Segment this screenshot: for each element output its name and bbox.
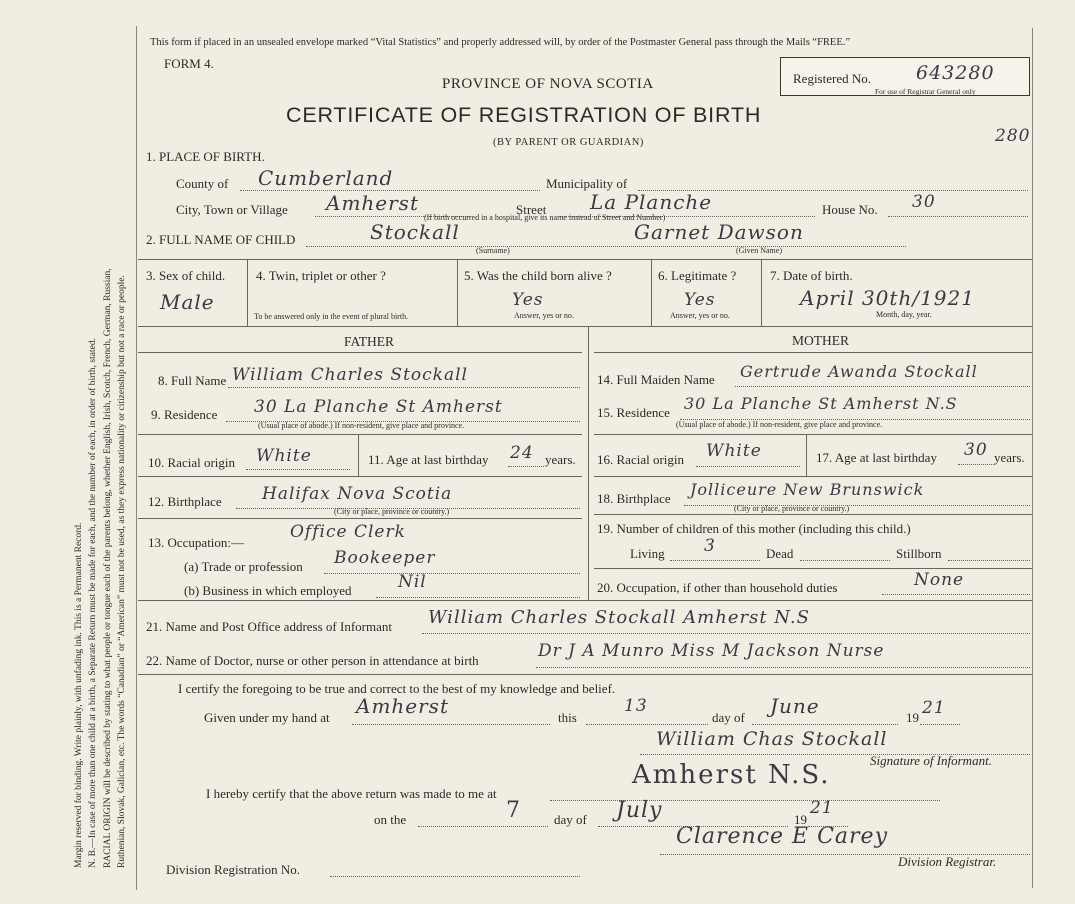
city-value: Amherst (326, 191, 419, 215)
father-birthplace-label: 12. Birthplace (148, 494, 222, 509)
informant-value: William Charles Stockall Amherst N.S (428, 607, 810, 628)
living-value: 3 (704, 536, 716, 556)
born-alive-label: 5. Was the child born alive ? (464, 268, 612, 283)
mother-birthplace-label: 18. Birthplace (597, 491, 671, 506)
certify-statement: I certify the foregoing to be true and correct to the best of my knowledge and belief. (178, 681, 616, 696)
mother-residence-label: 15. Residence (597, 405, 670, 420)
mother-occupation-value: None (914, 570, 965, 590)
father-age-unit: years. (545, 452, 576, 467)
father-age-label: 11. Age at last birthday (368, 452, 489, 467)
registered-number: 643280 (916, 62, 995, 84)
child-given-value: Garnet Dawson (634, 220, 804, 244)
registrar-month-value: July (616, 798, 663, 823)
form-number: FORM 4. (164, 56, 214, 71)
surname-note: (Surname) (476, 246, 510, 255)
municipality-label: Municipality of (546, 176, 628, 191)
given-day-value: 13 (624, 696, 648, 716)
place-of-birth-heading: 1. PLACE OF BIRTH. (146, 149, 265, 164)
father-residence-value: 30 La Planche St Amherst (254, 397, 503, 417)
registrar-year-value: 21 (810, 798, 834, 818)
father-occupation-value: Office Clerk (290, 522, 406, 542)
mother-birthplace-note: (City or place, province or country.) (734, 504, 850, 513)
mother-name-value: Gertrude Awanda Stockall (740, 362, 978, 381)
mother-occupation-label: 20. Occupation, if other than household duties (597, 580, 838, 595)
born-alive-note: Answer, yes or no. (514, 311, 574, 320)
father-business-value: Nil (398, 572, 427, 592)
father-heading: FATHER (344, 334, 395, 349)
street-label: Street (516, 202, 547, 217)
registration-box (780, 57, 1030, 96)
mother-age-unit: years. (994, 450, 1025, 465)
doctor-value: Dr J A Munro Miss M Jackson Nurse (538, 641, 885, 661)
hospital-note: (If birth occurred in a hospital, give its name instead of Street and Number) (424, 213, 666, 222)
twin-label: 4. Twin, triplet or other ? (256, 268, 386, 283)
mother-residence-note: (Usual place of abode.) If non-resident, give place and province. (676, 420, 883, 429)
certificate-title: CERTIFICATE OF REGISTRATION OF BIRTH (286, 103, 762, 127)
frame-right (1032, 28, 1033, 888)
province-heading: PROVINCE OF NOVA SCOTIA (442, 76, 654, 92)
city-label: City, Town or Village (176, 202, 288, 217)
father-trade-label: (a) Trade or profession (184, 559, 303, 574)
dead-label: Dead (766, 546, 794, 561)
certificate-subtitle: (BY PARENT OR GUARDIAN) (493, 137, 644, 148)
child-name-label: 2. FULL NAME OF CHILD (146, 232, 296, 247)
legitimate-note: Answer, yes or no. (670, 311, 730, 320)
margin-note-nationality: Ruthenian, Slovak, Galician, etc. The words “Canadian” or “American” must not be used, as they express nationality or citizenship but not a race or people. (117, 275, 127, 868)
born-alive-value: Yes (512, 290, 544, 310)
margin-note-multiple-births: N. B.—In case of more than one child at a birth, a Separate Return must be made for each, and the number of each, in order of birth, stated. (88, 338, 98, 868)
informant-signature-caption: Signature of Informant. (870, 753, 992, 768)
father-name-label: 8. Full Name (158, 373, 227, 388)
given-month-value: June (770, 694, 820, 718)
legitimate-value: Yes (684, 290, 716, 310)
mother-heading: MOTHER (792, 333, 849, 348)
father-birthplace-value: Halifax Nova Scotia (262, 484, 453, 504)
father-age-value: 24 (510, 443, 534, 463)
margin-note-racial-origin: RACIAL ORIGIN will be described by stating to what people or tongue each of the parents belong, whether English, Irish, Scotch, French, German, Russian, (103, 268, 113, 868)
street-value: La Planche (590, 190, 713, 214)
mother-residence-value: 30 La Planche St Amherst N.S (684, 394, 958, 413)
house-label: House No. (822, 202, 878, 217)
informant-label: 21. Name and Post Office address of Informant (146, 619, 392, 634)
legitimate-label: 6. Legitimate ? (658, 268, 737, 283)
living-label: Living (630, 546, 665, 561)
registrar-day-of-label: day of (554, 812, 587, 827)
mother-name-label: 14. Full Maiden Name (597, 372, 715, 387)
father-birthplace-note: (City or place, province or country.) (334, 507, 450, 516)
twin-note: To be answered only in the event of plural birth. (254, 312, 409, 321)
house-value: 30 (912, 192, 936, 212)
dob-value: April 30th/1921 (800, 286, 975, 310)
doctor-label: 22. Name of Doctor, nurse or other person in attendance at birth (146, 653, 479, 668)
registrar-year-prefix: 19 (794, 812, 807, 827)
registrar-signature: Clarence E Carey (676, 824, 888, 849)
this-label: this (558, 710, 577, 725)
registrar-day-value: 7 (506, 798, 521, 823)
stillborn-label: Stillborn (896, 546, 942, 561)
mother-racial-value: White (706, 441, 762, 461)
father-residence-label: 9. Residence (151, 407, 218, 422)
corner-mark: 280 (995, 126, 1031, 146)
mother-age-label: 17. Age at last birthday (816, 450, 937, 465)
mother-children-label: 19. Number of children of this mother (including this child.) (597, 521, 911, 536)
informant-signature: William Chas Stockall (656, 728, 888, 750)
registrar-place-value: Amherst N.S. (632, 760, 831, 790)
child-surname-value: Stockall (370, 220, 460, 244)
registrar-note: For use of Registrar General only (875, 87, 976, 96)
mother-birthplace-value: Jolliceure New Brunswick (690, 480, 925, 499)
division-registration-label: Division Registration No. (166, 862, 300, 877)
mother-racial-label: 16. Racial origin (597, 452, 685, 467)
sex-label: 3. Sex of child. (146, 268, 226, 283)
county-value: Cumberland (258, 166, 394, 190)
registrar-statement: I hereby certify that the above return was made to me at (206, 786, 497, 801)
registrar-signature-caption: Division Registrar. (898, 854, 997, 869)
given-year-prefix: 19 (906, 710, 919, 725)
sex-value: Male (160, 290, 215, 314)
mother-age-value: 30 (964, 440, 988, 460)
margin-divider (136, 26, 137, 890)
registered-label: Registered No. (793, 71, 871, 86)
father-racial-value: White (256, 446, 312, 466)
dob-note: Month, day, year. (876, 310, 932, 319)
postal-notice: This form if placed in an unsealed envelope marked “Vital Statistics” and properly addressed will, by order of the Postmaster General pass through the Mails “FREE.” (150, 37, 851, 48)
father-occupation-label: 13. Occupation:— (148, 535, 245, 550)
dob-label: 7. Date of birth. (770, 268, 853, 283)
given-year-value: 21 (922, 698, 946, 718)
father-name-value: William Charles Stockall (232, 365, 468, 385)
father-business-label: (b) Business in which employed (184, 583, 352, 598)
given-under-label: Given under my hand at (204, 710, 330, 725)
given-name-note: (Given Name) (736, 246, 782, 255)
on-the-label: on the (374, 812, 407, 827)
father-trade-value: Bookeeper (334, 548, 436, 568)
given-place-value: Amherst (356, 694, 449, 718)
county-label: County of (176, 176, 229, 191)
given-day-of-label: day of (712, 710, 745, 725)
margin-note-binding: Margin reserved for binding. Write plainly, with unfading ink. This is a Permanent Record. (74, 522, 84, 868)
father-racial-label: 10. Racial origin (148, 455, 236, 470)
father-residence-note: (Usual place of abode.) If non-resident, give place and province. (258, 421, 465, 430)
